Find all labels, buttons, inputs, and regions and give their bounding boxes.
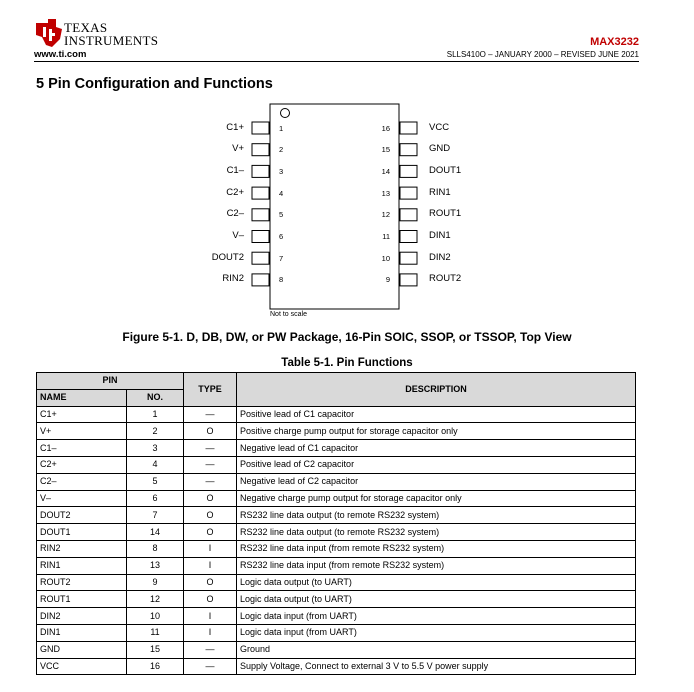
pin-lead-left — [252, 209, 269, 221]
pin-number-right: 16 — [381, 123, 390, 133]
logo-line-1: TEXAS — [64, 20, 108, 35]
cell-description: Logic data output (to UART) — [237, 574, 636, 591]
cell-name: C2– — [37, 473, 127, 490]
cell-no: 16 — [127, 658, 184, 675]
pin-lead-left — [252, 231, 269, 243]
cell-description: RS232 line data input (from remote RS232 system) — [237, 540, 636, 557]
table-row — [37, 624, 636, 641]
cell-no: 13 — [127, 557, 184, 574]
pin-lead-left — [252, 122, 269, 134]
cell-description: Logic data input (from UART) — [237, 624, 636, 641]
pin-functions-table — [36, 372, 636, 675]
logo-line-2: INSTRUMENTS — [64, 33, 159, 48]
cell-description: RS232 line data output (to remote RS232 system) — [237, 524, 636, 541]
cell-name: RIN2 — [37, 540, 127, 557]
name-header: NAME — [37, 389, 127, 406]
table-row — [37, 490, 636, 507]
cell-name: ROUT1 — [37, 591, 127, 608]
pin-label-right: DIN1 — [429, 230, 451, 241]
cell-name: ROUT2 — [37, 574, 127, 591]
pin-label-left: C2– — [226, 208, 244, 220]
pin-number-right: 11 — [382, 232, 390, 241]
cell-type: — — [184, 406, 237, 423]
pin-number-left: 1 — [279, 123, 284, 133]
section-title: 5 Pin Configuration and Functions — [36, 76, 273, 92]
cell-type: — — [184, 456, 237, 473]
cell-no: 6 — [127, 490, 184, 507]
table-row — [37, 524, 636, 541]
cell-no: 14 — [127, 524, 184, 541]
pin-lead-left — [252, 165, 269, 177]
cell-no: 8 — [127, 540, 184, 557]
table-row — [37, 641, 636, 658]
table-row — [37, 540, 636, 557]
cell-type: O — [184, 574, 237, 591]
cell-type: I — [184, 608, 237, 625]
pin-label-right: VCC — [429, 121, 450, 133]
cell-name: DIN2 — [37, 608, 127, 625]
pin-lead-left — [252, 274, 269, 286]
cell-no: 4 — [127, 456, 184, 473]
cell-type: — — [184, 658, 237, 675]
cell-description: Ground — [237, 641, 636, 658]
cell-description: Logic data output (to UART) — [237, 591, 636, 608]
pin-number-left: 3 — [279, 166, 284, 176]
cell-no: 7 — [127, 507, 184, 524]
document-id[interactable]: MAX3232 — [590, 36, 639, 48]
pin-number-left: 7 — [279, 253, 284, 263]
pin-number-right: 10 — [381, 253, 390, 263]
cell-description: Negative lead of C1 capacitor — [237, 440, 636, 457]
cell-type: O — [184, 591, 237, 608]
cell-description: RS232 line data input (from remote RS232 system) — [237, 557, 636, 574]
cell-name: C1– — [37, 440, 127, 457]
cell-name: DOUT2 — [37, 507, 127, 524]
pin-lead-right — [400, 144, 417, 156]
cell-no: 10 — [127, 608, 184, 625]
table-row — [37, 423, 636, 440]
cell-name: C1+ — [37, 406, 127, 423]
cell-name: RIN1 — [37, 557, 127, 574]
pin-number-left: 2 — [279, 145, 284, 155]
pin-lead-right — [400, 252, 417, 264]
type-header: TYPE — [184, 373, 237, 407]
pin-number-right: 14 — [381, 166, 390, 176]
pin-label-left: V– — [232, 230, 244, 241]
cell-name: V+ — [37, 423, 127, 440]
pin-label-left: V+ — [232, 143, 244, 155]
table-row — [37, 574, 636, 591]
table-row — [37, 473, 636, 490]
cell-description: Supply Voltage, Connect to external 3 V to 5.5 V power supply — [237, 658, 636, 675]
cell-no: 11 — [127, 624, 184, 641]
cell-no: 12 — [127, 591, 184, 608]
pin-number-left: 5 — [279, 210, 284, 220]
pin-label-right: ROUT2 — [429, 273, 462, 285]
pin-lead-right — [400, 122, 417, 134]
revision-info: SLLS410O – JANUARY 2000 – REVISED JUNE 2021 — [446, 50, 639, 59]
table-caption: Table 5-1. Pin Functions — [281, 357, 413, 369]
cell-name: DIN1 — [37, 624, 127, 641]
cell-description: Positive lead of C2 capacitor — [237, 456, 636, 473]
pin-lead-left — [252, 187, 269, 199]
cell-no: 5 — [127, 473, 184, 490]
cell-name: V– — [37, 490, 127, 507]
cell-description: Logic data input (from UART) — [237, 608, 636, 625]
table-row — [37, 440, 636, 457]
table-row — [37, 591, 636, 608]
pin-number-right: 13 — [381, 188, 390, 198]
package-outline — [0, 0, 694, 330]
cell-name: C2+ — [37, 456, 127, 473]
table-row — [37, 406, 636, 423]
cell-description: Negative lead of C2 capacitor — [237, 473, 636, 490]
table-row — [37, 557, 636, 574]
website-link[interactable]: www.ti.com — [34, 49, 87, 60]
pin-number-left: 4 — [279, 188, 284, 198]
pin-number-right: 12 — [381, 210, 390, 220]
table-row — [37, 608, 636, 625]
cell-type: — — [184, 440, 237, 457]
table-row — [37, 507, 636, 524]
pin-label-right: RIN1 — [429, 186, 451, 198]
cell-no: 15 — [127, 641, 184, 658]
cell-type: — — [184, 473, 237, 490]
table-row — [37, 658, 636, 675]
no-header: NO. — [127, 389, 184, 406]
cell-type: I — [184, 540, 237, 557]
pin-lead-left — [252, 144, 269, 156]
cell-name: DOUT1 — [37, 524, 127, 541]
cell-name: VCC — [37, 658, 127, 675]
pin-lead-right — [400, 231, 417, 243]
pin-number-left: 8 — [279, 275, 284, 285]
pin-label-left: DOUT2 — [211, 251, 244, 263]
pin-lead-right — [400, 165, 417, 177]
pin-header: PIN — [37, 373, 184, 390]
cell-type: O — [184, 524, 237, 541]
pin-label-right: ROUT1 — [429, 208, 462, 220]
pin-number-right: 15 — [381, 145, 390, 155]
cell-description: Positive charge pump output for storage capacitor only — [237, 423, 636, 440]
pin-label-left: C2+ — [226, 186, 244, 198]
pin-lead-right — [400, 209, 417, 221]
not-to-scale-note: Not to scale — [270, 311, 307, 318]
cell-type: O — [184, 490, 237, 507]
cell-type: O — [184, 507, 237, 524]
figure-caption: Figure 5-1. D, DB, DW, or PW Package, 16-Pin SOIC, SSOP, or TSSOP, Top View — [122, 330, 572, 344]
cell-name: GND — [37, 641, 127, 658]
pin-label-left: C1– — [226, 164, 244, 176]
cell-type: O — [184, 423, 237, 440]
cell-description: RS232 line data output (to remote RS232 system) — [237, 507, 636, 524]
cell-type: I — [184, 557, 237, 574]
pin-number-right: 9 — [385, 275, 390, 285]
cell-no: 3 — [127, 440, 184, 457]
pin-number-left: 6 — [279, 232, 284, 241]
pin-lead-right — [400, 274, 417, 286]
cell-type: I — [184, 624, 237, 641]
cell-description: Negative charge pump output for storage capacitor only — [237, 490, 636, 507]
pin-label-right: DIN2 — [429, 251, 451, 263]
pin-label-left: RIN2 — [222, 273, 244, 285]
cell-type: — — [184, 641, 237, 658]
pin-label-right: GND — [429, 143, 451, 155]
cell-no: 2 — [127, 423, 184, 440]
cell-no: 9 — [127, 574, 184, 591]
cell-description: Positive lead of C1 capacitor — [237, 406, 636, 423]
pin-label-left: C1+ — [226, 121, 244, 133]
description-header: DESCRIPTION — [237, 373, 636, 407]
cell-no: 1 — [127, 406, 184, 423]
package-diagram — [0, 0, 694, 330]
table-row — [37, 456, 636, 473]
pin-lead-right — [400, 187, 417, 199]
pin-label-right: DOUT1 — [429, 164, 462, 176]
pin-lead-left — [252, 252, 269, 264]
